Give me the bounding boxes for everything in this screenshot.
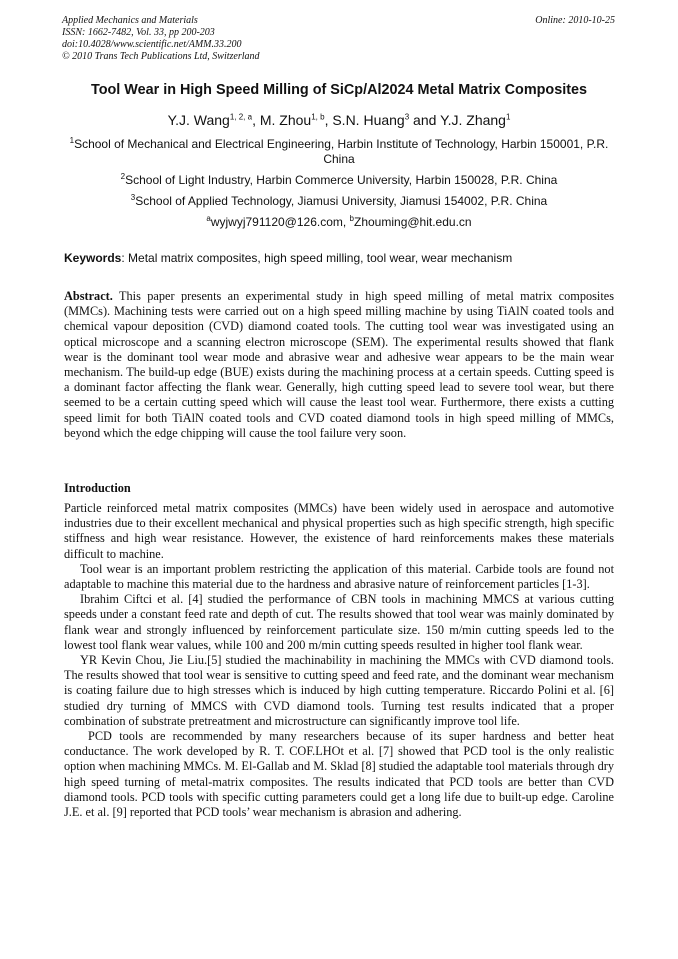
introduction-body [64,501,614,820]
keywords-label: Keywords [64,251,122,265]
keywords-line [64,251,624,265]
affiliation-text: School of Mechanical and Electrical Engineering, Harbin Institute of Technology, Harbin 150001, P.R. China [74,137,609,166]
paragraph: YR Kevin Chou, Jie Liu.[5] studied the machinability in machining the MMCs with CVD diamond tools. The results showed that tool wear is sensitive to cutting speed and feed rate, and the dominant wear mechanism is coating failure due to high stresses which is induced by high cutting temperature. Riccardo Polini et al. [6] studied dry turning of MMCS with CVD diamond tools. Turning test results indicated that a proper combination of substrate pretreatment and microstructure can significantly improve tool life. [64,653,614,728]
email-address[interactable]: wyjwyj791120@126.com [210,215,343,229]
email-mark: b [349,214,354,223]
copyright-line: © 2010 Trans Tech Publications Ltd, Switzerland [62,51,260,62]
section-heading-introduction: Introduction [64,481,131,495]
author-separator: , [252,112,260,128]
email-mark: a [206,214,211,223]
author-list [40,112,638,128]
keywords-text: : Metal matrix composites, high speed milling, tool wear, wear mechanism [121,251,513,265]
paragraph: PCD tools are recommended by many researchers because of its super hardness and better heat conductance. The work developed by R. T. COF.LHOt et al. [7] showed that PCD tool is the only realistic option when machining MMCs. M. El-Gallab and M. Sklad [8] studied the adaptable tool materials through dry high speed turning of metal-matrix composites. The results indicated that PCD tools are better than CVD diamond tools. PCD tools with specific cutting parameters could get a long life due to built-up edge. Caroline J.E. et al. [9] reported that PCD tools’ wear mechanism is abrasion and adhering. [64,729,614,820]
email-separator: , [342,215,350,229]
author-affil-mark: 3 [404,112,410,122]
doi-line: doi:10.4028/www.scientific.net/AMM.33.200 [62,39,242,50]
author-affil-mark: 1, 2, a [229,112,253,122]
paper-title: Tool Wear in High Speed Milling of SiCp/Al2024 Metal Matrix Composites [90,82,587,98]
journal-header [62,15,260,63]
online-date: Online: 2010-10-25 [535,15,615,26]
author-name: Y.J. Wang [167,112,230,128]
abstract-paragraph [64,289,614,441]
affiliation-mark: 2 [120,172,126,181]
email-address[interactable]: Zhouming@hit.edu.cn [354,215,472,229]
issn-line: ISSN: 1662-7482, Vol. 33, pp 200-203 [62,27,215,38]
author-name: Y.J. Zhang [440,112,506,128]
paragraph: Particle reinforced metal matrix composites (MMCs) have been widely used in aerospace and automotive industries due to their excellent mechanical and physical properties such as high specific strength, high specific stiffness and high wear resistance. However, the existence of hard reinforcements makes these materials difficult to machine. [64,501,614,561]
author-affil-mark: 1 [505,112,511,122]
author-name: S.N. Huang [332,112,405,128]
author-separator: and [409,112,441,128]
affiliation-1 [64,137,614,167]
paragraph: Ibrahim Ciftci et al. [4] studied the performance of CBN tools in machining MMCS at various cutting speeds under a constant feed rate and depth of cut. The results showed that tool wear was mainly dominated by flank wear and strongly influenced by reinforcement particulate size. 150 m/min cutting speeds led to the lowest tool flank wear values, while 100 and 200 m/min cutting speeds resulted in higher tool flank wear. [64,592,614,652]
affiliation-mark: 3 [130,193,136,202]
author-name: M. Zhou [259,112,312,128]
affiliation-text: School of Light Industry, Harbin Commerce University, Harbin 150028, P.R. China [125,173,558,187]
affiliation-2 [64,173,614,188]
abstract-text: This paper presents an experimental study in high speed milling of metal matrix composites (MMCs). Machining tests were carried out on a high speed milling machine by using TiAlN coated tools and chemical vapour deposition (CVD) diamond coated tools. The cutting tool wear was investigated using an optical microscope and a scanning electron microscope (SEM). The experimental results showed that flank wear is the dominant tool wear mode and abrasive wear and adhesive wear appears to be the main wear mechanism. The build-up edge (BUE) exists during the machining process at a certain speeds. Cutting speed is a dominant factor affecting the flank wear. Generally, high cutting speed lead to severe tool wear, but there seemed to be a certain cutting speed which will cause the least tool wear. Furthermore, there exists a cutting speed limit for both TiAlN coated tools and CVD coated diamond tools in high speed milling of MMCs, beyond which the edge chipping will cause the tool failure very soon. [64,289,614,440]
affiliation-text: School of Applied Technology, Jiamusi University, Jiamusi 154002, P.R. China [135,194,548,208]
abstract-label: Abstract. [64,289,113,303]
journal-name: Applied Mechanics and Materials [62,15,198,26]
author-affil-mark: 1, b [311,112,325,122]
author-separator: , [324,112,333,128]
author-emails [64,215,614,230]
paragraph: Tool wear is an important problem restricting the application of this material. Carbide tools are found not adaptable to machine this material due to the hardness and abrasive nature of reinforcement particles [1-3]. [64,561,614,592]
affiliation-mark: 1 [69,136,75,145]
affiliation-3 [64,194,614,209]
abstract [64,289,614,441]
